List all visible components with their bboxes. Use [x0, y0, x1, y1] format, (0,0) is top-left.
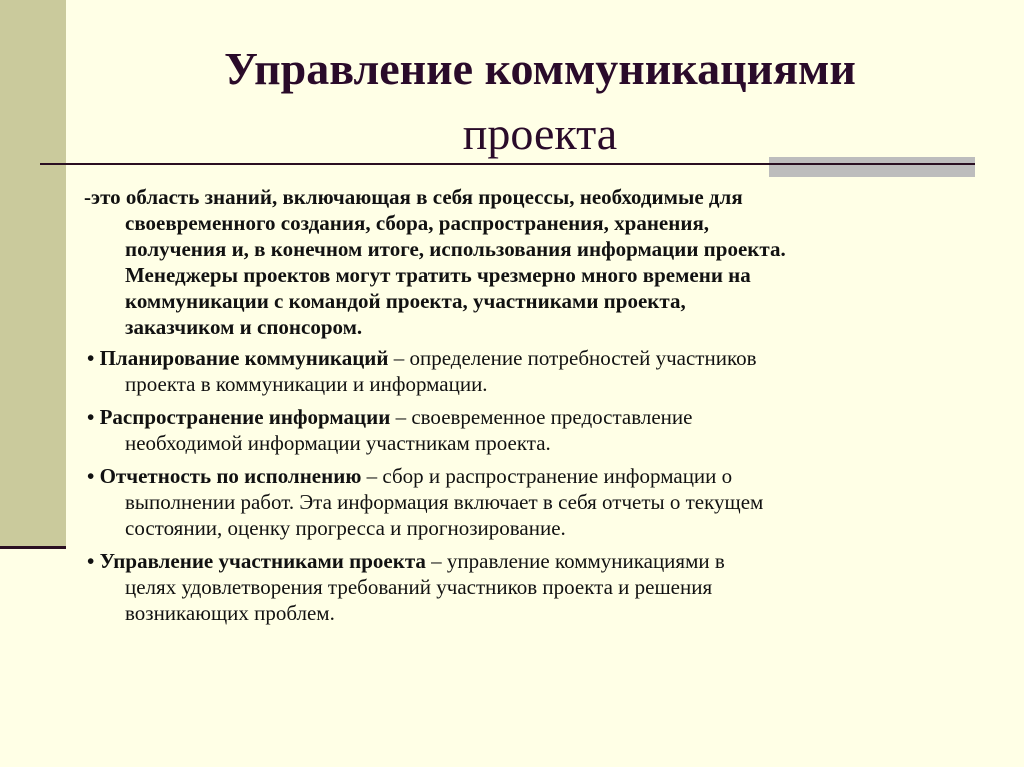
bullet-definition: – сбор и распространение информации о [361, 464, 733, 488]
intro-line: -это область знаний, включающая в себя процессы, необходимые для [84, 185, 743, 209]
bullet-continuation: целях удовлетворения требований участников проекта и решения [125, 575, 713, 599]
bullet-term: • Отчетность по исполнению [87, 464, 362, 488]
title-divider-overlay [769, 163, 975, 165]
bullet-definition: – своевременное предоставление [390, 405, 693, 429]
slide-title: Управление коммуникациями [224, 43, 856, 94]
intro-line: Менеджеры проектов могут тратить чрезмерно много времени на [125, 263, 751, 287]
bullet-continuation: выполнении работ. Эта информация включает в себя отчеты о текущем [125, 490, 764, 514]
bullet-item [87, 345, 757, 371]
slide-subtitle: проекта [462, 108, 618, 159]
bullet-definition: – управление коммуникациями в [425, 549, 725, 573]
bullet-continuation: проекта в коммуникации и информации. [125, 372, 488, 396]
bullet-continuation: состоянии, оценку прогресса и прогнозирование. [125, 516, 566, 540]
bullet-term: • Управление участниками проекта [87, 549, 426, 573]
intro-line: коммуникации с командой проекта, участниками проекта, [125, 289, 686, 313]
intro-line: своевременного создания, сбора, распространения, хранения, [125, 211, 710, 235]
bullet-term: • Распространение информации [87, 405, 391, 429]
bullet-term: • Планирование коммуникаций [87, 346, 389, 370]
bullet-continuation: необходимой информации участникам проекта. [125, 431, 551, 455]
bullet-item [87, 548, 725, 574]
intro-line: получения и, в конечном итоге, использования информации проекта. [125, 237, 786, 261]
accent-bar [769, 157, 975, 177]
intro-line: заказчиком и спонсором. [125, 315, 363, 339]
bullet-item [87, 463, 732, 489]
bullet-continuation: возникающих проблем. [125, 601, 335, 625]
bullet-definition: – определение потребностей участников [388, 346, 757, 370]
sidebar-divider [0, 546, 66, 549]
bullet-item [87, 404, 692, 430]
